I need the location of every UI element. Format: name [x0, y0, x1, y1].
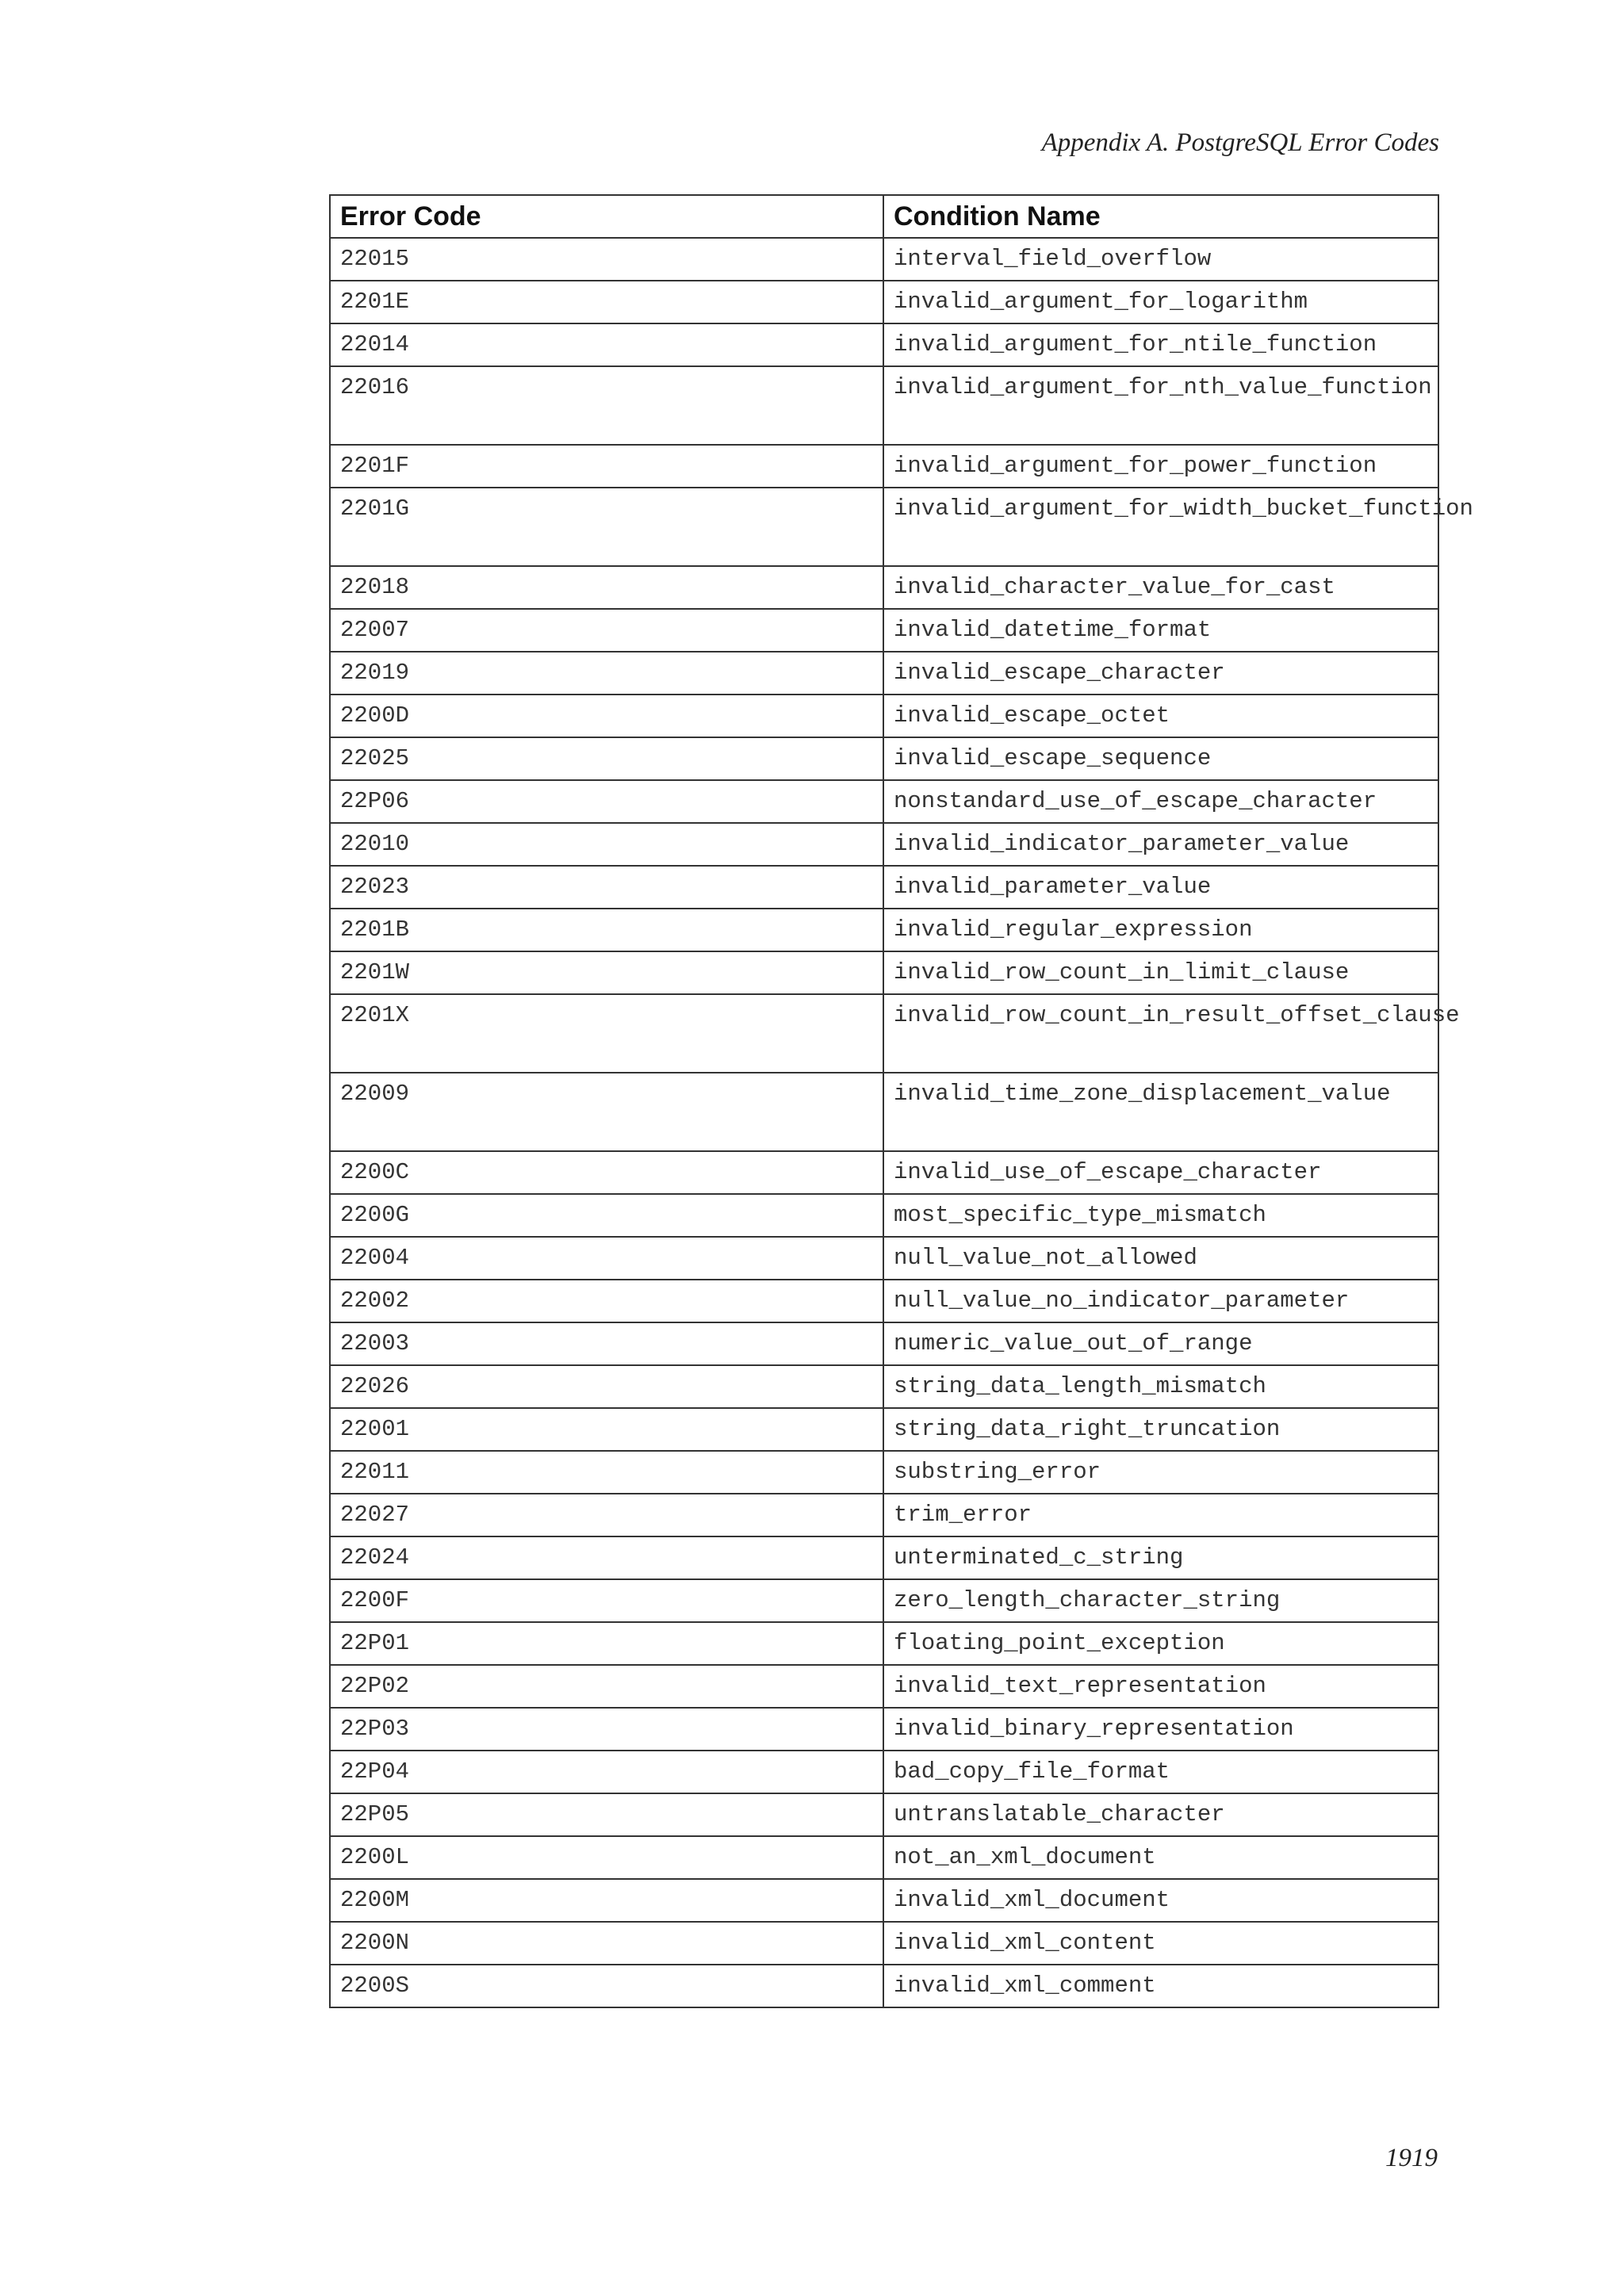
table-row [330, 566, 1438, 609]
condition-name-cell: null_value_not_allowed [883, 1237, 1438, 1280]
error-code-cell: 22P04 [330, 1751, 883, 1793]
condition-name-cell: invalid_regular_expression [883, 909, 1438, 951]
error-code-cell: 22016 [330, 366, 883, 445]
column-header-condition-name: Condition Name [883, 195, 1438, 238]
condition-name-cell: invalid_binary_representation [883, 1708, 1438, 1751]
error-code-cell: 22019 [330, 652, 883, 695]
column-header-error-code: Error Code [330, 195, 883, 238]
table-row [330, 695, 1438, 737]
table-body [330, 238, 1473, 2007]
condition-name-cell: invalid_datetime_format [883, 609, 1438, 652]
error-code-cell: 22P05 [330, 1793, 883, 1836]
error-code-cell: 22027 [330, 1494, 883, 1536]
condition-name-cell: invalid_argument_for_nth_value_function [883, 366, 1438, 445]
condition-name-cell: invalid_row_count_in_result_offset_clause [883, 994, 1438, 1073]
table-row [330, 1073, 1438, 1151]
condition-name-cell: unterminated_c_string [883, 1536, 1438, 1579]
table-row [330, 1237, 1438, 1280]
condition-name-cell: untranslatable_character [883, 1793, 1438, 1836]
error-code-cell: 2200M [330, 1879, 883, 1922]
error-code-cell: 2200C [330, 1151, 883, 1194]
table-row [330, 951, 1438, 994]
error-code-cell: 2200F [330, 1579, 883, 1622]
table-row [330, 1836, 1438, 1879]
table-row [330, 1194, 1438, 1237]
condition-name-cell: invalid_argument_for_ntile_function [883, 323, 1438, 366]
table-row [330, 1408, 1438, 1451]
table-row [330, 1451, 1438, 1494]
error-code-cell: 22P01 [330, 1622, 883, 1665]
error-code-cell: 22002 [330, 1280, 883, 1322]
error-code-cell: 22011 [330, 1451, 883, 1494]
condition-name-cell: invalid_escape_character [883, 652, 1438, 695]
error-code-cell: 22010 [330, 823, 883, 866]
page-number: 1919 [1385, 2144, 1438, 2172]
condition-name-cell: invalid_use_of_escape_character [883, 1151, 1438, 1194]
condition-name-cell: invalid_time_zone_displacement_value [883, 1073, 1438, 1151]
condition-name-cell: null_value_no_indicator_parameter [883, 1280, 1438, 1322]
error-code-cell: 22007 [330, 609, 883, 652]
table-row [330, 1922, 1438, 1965]
error-code-cell: 2200G [330, 1194, 883, 1237]
error-code-cell: 22014 [330, 323, 883, 366]
table-row [330, 1322, 1438, 1365]
condition-name-cell: zero_length_character_string [883, 1579, 1438, 1622]
condition-name-cell: trim_error [883, 1494, 1438, 1536]
condition-name-cell: most_specific_type_mismatch [883, 1194, 1438, 1237]
error-code-cell: 22026 [330, 1365, 883, 1408]
table-row [330, 994, 1438, 1073]
error-codes-table-container [329, 194, 1473, 2008]
table-row [330, 823, 1438, 866]
error-code-cell: 2201E [330, 281, 883, 323]
error-code-cell: 2200S [330, 1965, 883, 2007]
condition-name-cell: string_data_right_truncation [883, 1408, 1438, 1451]
table-row [330, 909, 1438, 951]
error-code-cell: 22025 [330, 737, 883, 780]
error-code-cell: 2201F [330, 445, 883, 488]
table-row [330, 1793, 1438, 1836]
error-code-cell: 22023 [330, 866, 883, 909]
table-row [330, 238, 1438, 281]
condition-name-cell: floating_point_exception [883, 1622, 1438, 1665]
condition-name-cell: numeric_value_out_of_range [883, 1322, 1438, 1365]
table-row [330, 323, 1438, 366]
condition-name-cell: interval_field_overflow [883, 238, 1438, 281]
condition-name-cell: invalid_row_count_in_limit_clause [883, 951, 1438, 994]
condition-name-cell: invalid_xml_comment [883, 1965, 1438, 2007]
table-row [330, 1708, 1438, 1751]
table-row [330, 737, 1438, 780]
condition-name-cell: invalid_argument_for_width_bucket_function [883, 488, 1438, 566]
condition-name-cell: invalid_escape_sequence [883, 737, 1438, 780]
error-code-cell: 22P02 [330, 1665, 883, 1708]
error-code-cell: 22P06 [330, 780, 883, 823]
condition-name-cell: string_data_length_mismatch [883, 1365, 1438, 1408]
condition-name-cell: invalid_text_representation [883, 1665, 1438, 1708]
condition-name-cell: invalid_parameter_value [883, 866, 1438, 909]
table-row [330, 1536, 1438, 1579]
error-code-cell: 22024 [330, 1536, 883, 1579]
error-code-cell: 2200L [330, 1836, 883, 1879]
condition-name-cell: not_an_xml_document [883, 1836, 1438, 1879]
condition-name-cell: bad_copy_file_format [883, 1751, 1438, 1793]
error-code-cell: 22P03 [330, 1708, 883, 1751]
table-row [330, 609, 1438, 652]
condition-name-cell: substring_error [883, 1451, 1438, 1494]
table-row [330, 1151, 1438, 1194]
error-code-cell: 22015 [330, 238, 883, 281]
table-row [330, 1665, 1438, 1708]
table-row [330, 1365, 1438, 1408]
error-code-cell: 2201X [330, 994, 883, 1073]
error-code-cell: 22004 [330, 1237, 883, 1280]
table-row [330, 1579, 1438, 1622]
condition-name-cell: invalid_argument_for_logarithm [883, 281, 1438, 323]
condition-name-cell: nonstandard_use_of_escape_character [883, 780, 1438, 823]
table-row [330, 652, 1438, 695]
error-code-cell: 22001 [330, 1408, 883, 1451]
condition-name-cell: invalid_character_value_for_cast [883, 566, 1438, 609]
condition-name-cell: invalid_escape_octet [883, 695, 1438, 737]
error-code-cell: 2200D [330, 695, 883, 737]
error-codes-table [329, 194, 1473, 2008]
table-row [330, 488, 1438, 566]
error-code-cell: 2201G [330, 488, 883, 566]
table-row [330, 366, 1438, 445]
error-code-cell: 2200N [330, 1922, 883, 1965]
error-code-cell: 22009 [330, 1073, 883, 1151]
running-header-title: Appendix A. PostgreSQL Error Codes [1041, 128, 1439, 157]
table-row [330, 1879, 1438, 1922]
error-code-cell: 2201W [330, 951, 883, 994]
table-row [330, 1965, 1438, 2007]
table-row [330, 866, 1438, 909]
table-row [330, 780, 1438, 823]
condition-name-cell: invalid_indicator_parameter_value [883, 823, 1438, 866]
table-row [330, 1751, 1438, 1793]
table-row [330, 1622, 1438, 1665]
condition-name-cell: invalid_argument_for_power_function [883, 445, 1438, 488]
error-code-cell: 2201B [330, 909, 883, 951]
table-row [330, 1280, 1438, 1322]
condition-name-cell: invalid_xml_document [883, 1879, 1438, 1922]
table-row [330, 1494, 1438, 1536]
table-header-row [330, 195, 1438, 238]
table-row [330, 445, 1438, 488]
error-code-cell: 22018 [330, 566, 883, 609]
condition-name-cell: invalid_xml_content [883, 1922, 1438, 1965]
table-row [330, 281, 1438, 323]
error-code-cell: 22003 [330, 1322, 883, 1365]
